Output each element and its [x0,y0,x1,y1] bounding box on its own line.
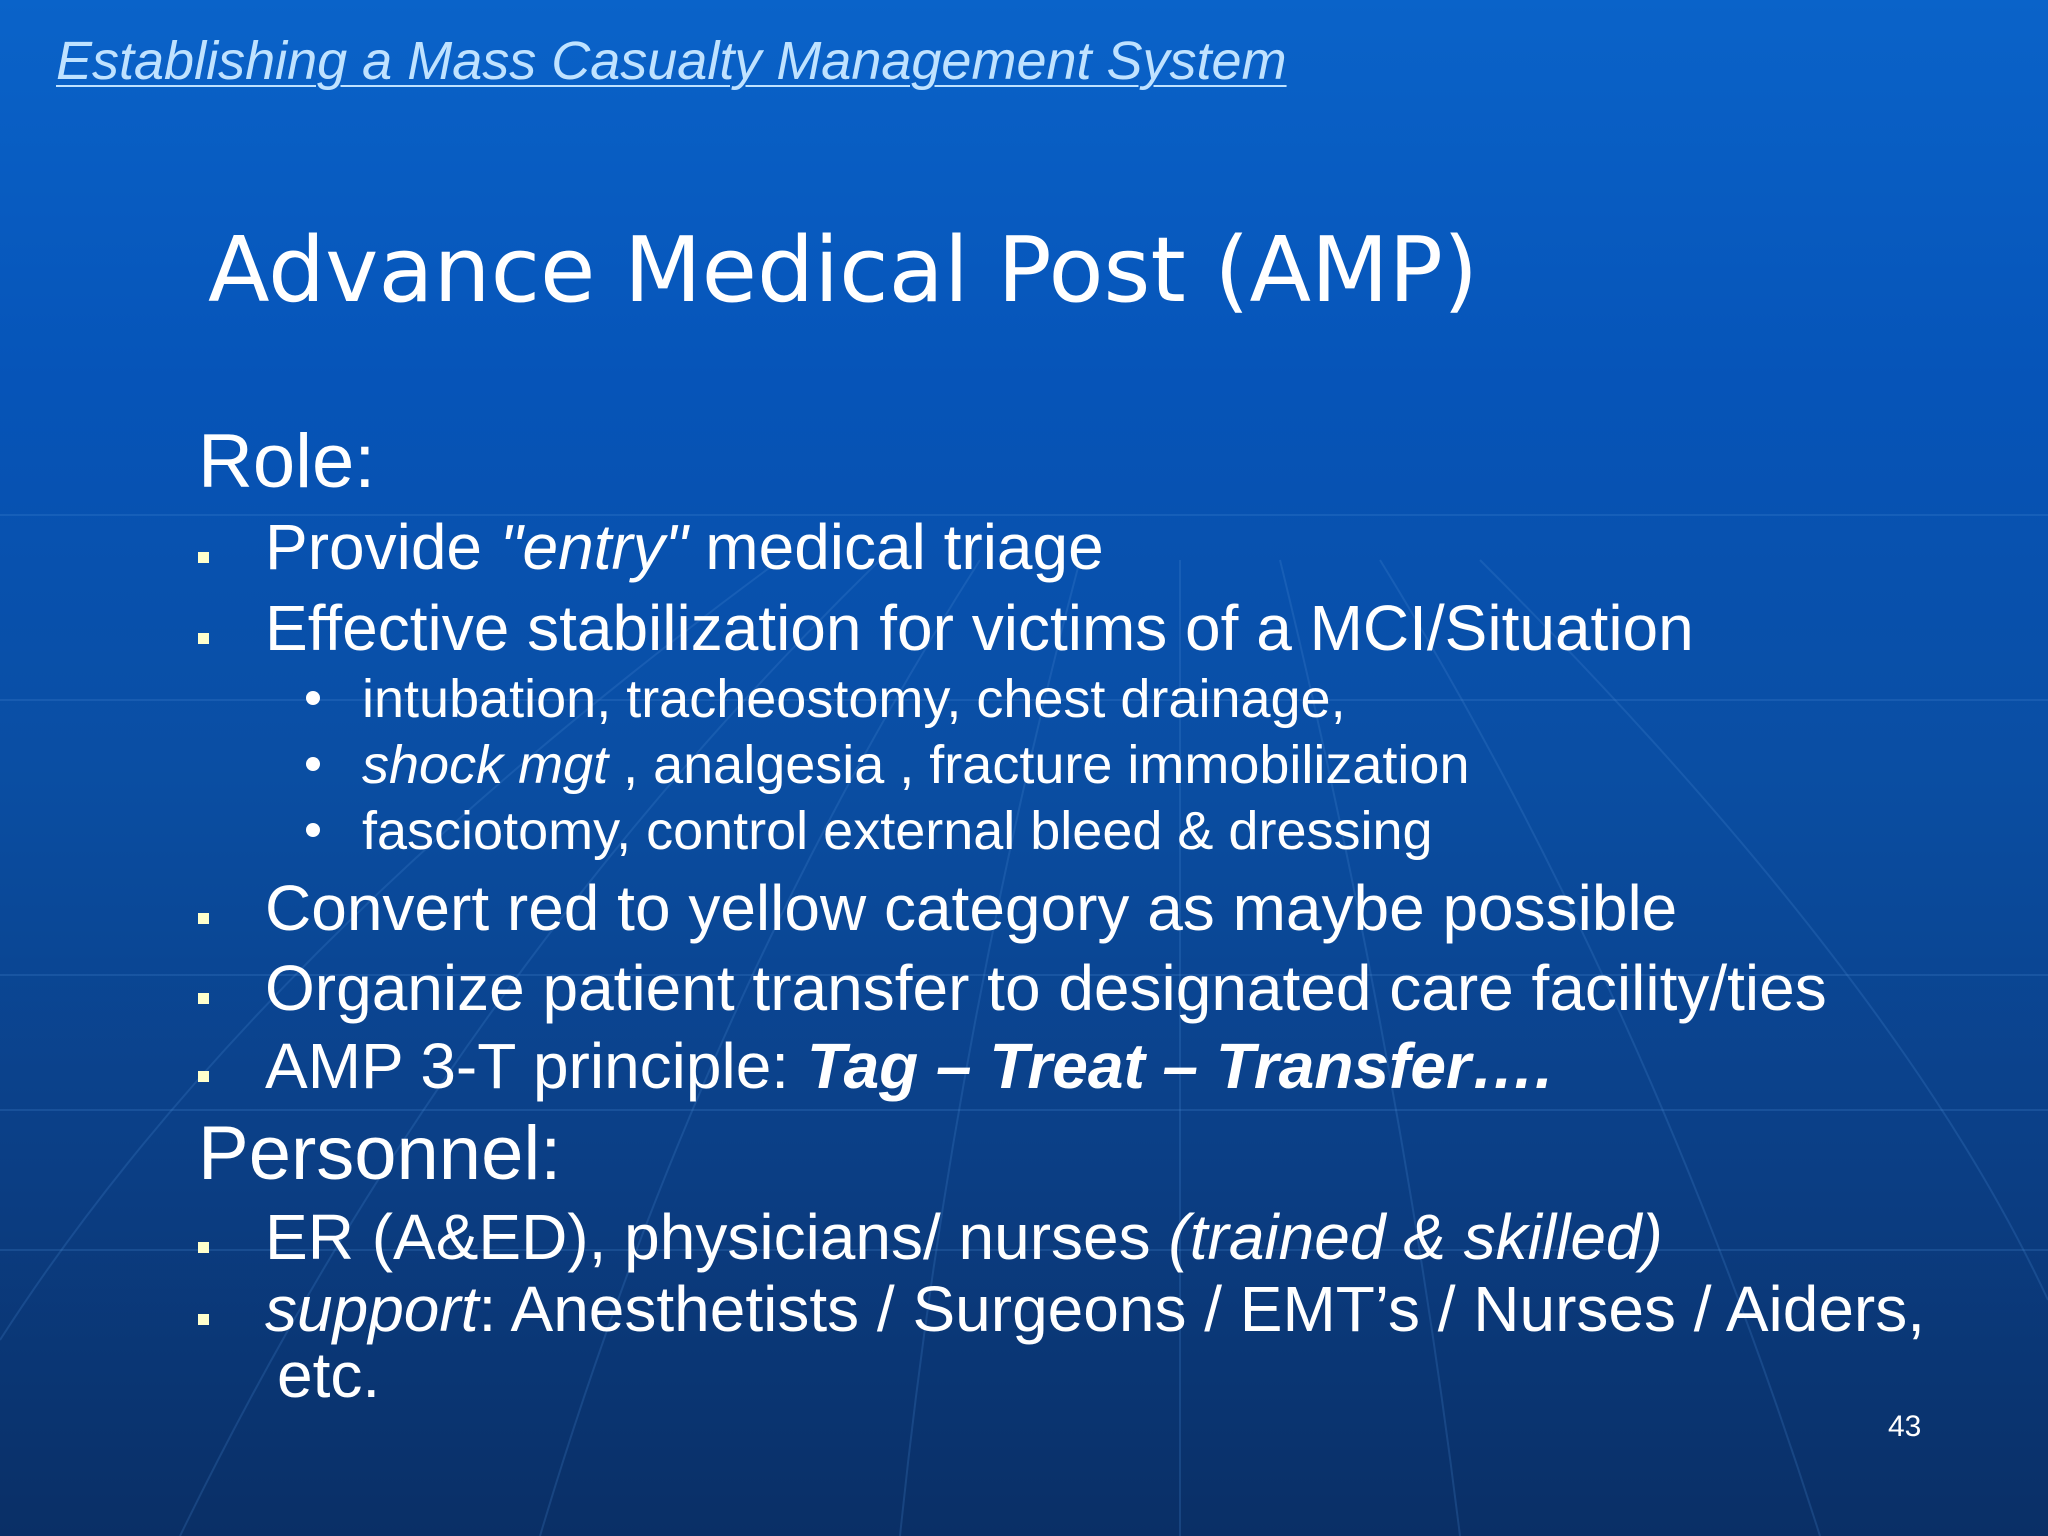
bullet-dot-icon [306,691,320,705]
sub-bullet-1-text: intubation, tracheostomy, chest drainage, [362,669,1346,729]
role-bullet-1-em: "entry" [499,511,688,583]
role-bullet-1-post: medical triage [687,511,1104,583]
role-bullet-4 [198,951,1827,1025]
role-bullet-5-pre: AMP 3-T principle: [265,1030,807,1102]
role-bullet-3 [198,871,1677,945]
sub-bullet-3 [306,800,1433,862]
slide-title: Advance Medical Post (AMP) [208,218,1479,323]
role-bullet-2 [198,591,1694,665]
sub-bullet-1 [306,668,1346,730]
personnel-bullet-2-post: : Anesthetists / Surgeons / EMT’s / Nurses / Aiders, [478,1273,1925,1345]
role-bullet-3-text: Convert red to yellow category as maybe possible [265,872,1678,944]
personnel-bullet-2 [198,1272,1925,1346]
personnel-bullet-2-continuation: etc. [277,1339,381,1411]
personnel-bullet-2-em: support [265,1273,479,1345]
sub-bullet-2 [306,734,1469,796]
sub-bullet-3-text: fasciotomy, control external bleed & dressing [362,801,1433,861]
personnel-bullet-1 [198,1200,1663,1274]
sub-bullet-2-em: shock mgt [362,735,609,795]
role-heading: Role: [198,419,376,504]
role-bullet-5-strong: Tag – Treat – Transfer…. [806,1030,1553,1102]
bullet-square-icon [198,633,209,644]
sub-bullet-2-post: , analgesia , fracture immobilization [608,735,1470,795]
personnel-bullet-1-pre: ER (A&ED), physicians/ nurses [265,1201,1169,1273]
bullet-square-icon [198,1071,209,1082]
role-bullet-4-text: Organize patient transfer to designated care facility/ties [265,952,1827,1024]
page-number: 43 [1888,1410,1922,1443]
role-bullet-5 [198,1029,1553,1103]
header-title-link[interactable]: Establishing a Mass Casualty Management System [56,31,1287,91]
bullet-square-icon [198,552,209,563]
bullet-square-icon [198,993,209,1004]
bullet-square-icon [198,913,209,924]
bullet-dot-icon [306,823,320,837]
role-bullet-2-text: Effective stabilization for victims of a MCI/Situation [265,592,1694,664]
role-bullet-1 [198,510,1104,584]
bullet-square-icon [198,1242,209,1253]
bullet-dot-icon [306,757,320,771]
role-bullet-1-pre: Provide [265,511,500,583]
personnel-heading: Personnel: [198,1111,562,1196]
bullet-square-icon [198,1314,209,1325]
personnel-bullet-1-em: (trained & skilled) [1168,1201,1663,1273]
